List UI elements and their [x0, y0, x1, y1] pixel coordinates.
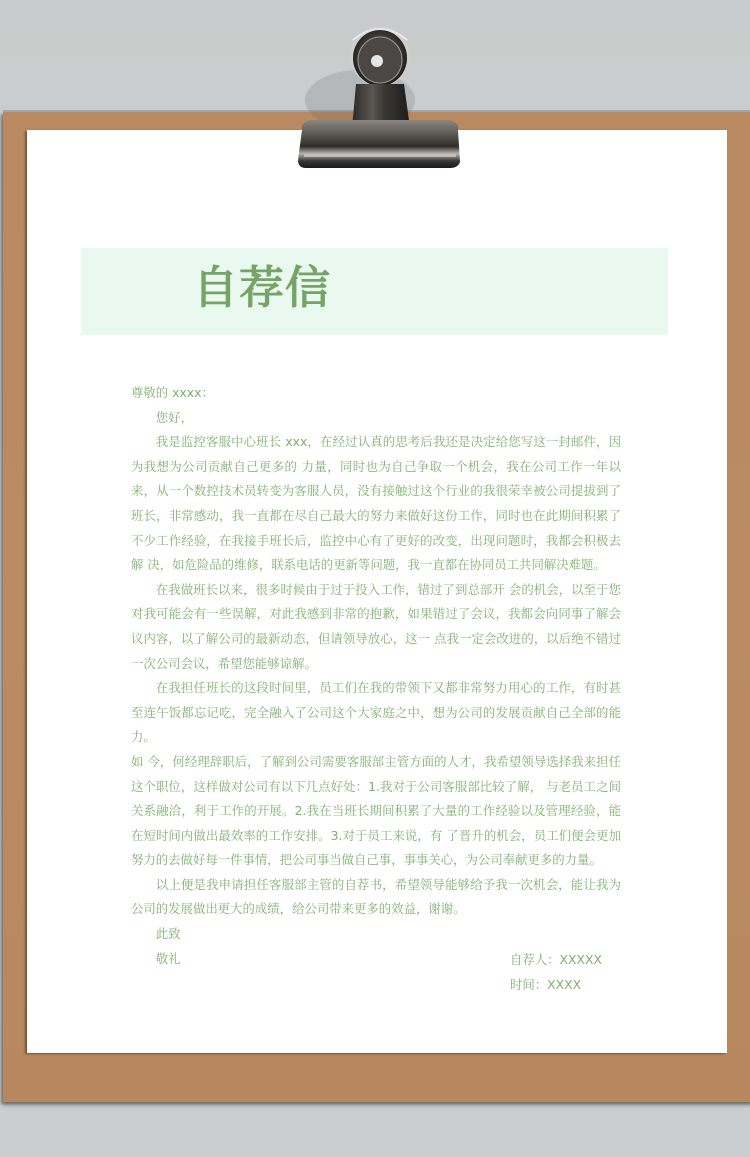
closing-2: 敬礼 [155, 950, 181, 966]
document-title: 自荐信 [193, 261, 332, 314]
signer: 自荐人：XXXXX [510, 952, 603, 967]
date: 时间：XXXX [510, 977, 582, 992]
paragraph-5: 以上便是我申请担任客服部主管的自荐书，希望领导能够给予我一次机会，能让我为公司的发展做出更大的成绩，给公司带来更多的效益，谢谢。 [131, 876, 621, 917]
paragraph-1: 我是监控客服中心班长 xxx，在经过认真的思考后我还是决定给您写这一封邮件，因为我想为公司贡献自己更多的 力量，同时也为自己争取一个机会，我在公司工作一年以来，从一个数控技术员转变为客服人员，没有接触过这个行业的我很荣幸被公司提拔到了班长，非常感动，我一直都在尽自己最大的努力来做好这份工作，同时也在此期间积累了不少工作经验，在我接手班长后，监控中心有了更好的改变，出现问题时，我都会积极去解 决，如危险品的维修，联系电话的更新等问题，我一直都在协同员工共同解决难题。 [131, 434, 621, 573]
paragraph-3: 在我担任班长的这段时间里，员工们在我的带领下又都非常努力用心的工作，有时甚至连午饭都忘记吃，完全融入了公司这个大家庭之中，想为公司的发展贡献自己全部的能力。 [131, 680, 621, 745]
paragraph-2: 在我做班长以来，很多时候由于过于投入工作，错过了到总部开 会的机会，以至于您对我可能会有一些误解，对此我感到非常的抱歉，如果错过了会议，我都会向同事了解会议内容，以了解公司的最新动态，但请领导放心，这一 点我一定会改进的，以后绝不错过一次公司会议，希望您能够谅解。 [131, 581, 621, 671]
letter-body [131, 381, 621, 971]
paragraph-4: 如 今，何经理辞职后，了解到公司需要客服部主管方面的人才，我希望领导选择我来担任这个职位，这样做对公司有以下几点好处：1.我对于公司客服部比较了解， 与老员工之间关系融洽，利于工作的开展。2.我在当班长期间积累了大量的工作经验以及管理经验，能在短时间内做出最效率的工作安排。3.对于员工来说，有 了晋升的机会，员工们便会更加努力的去做好每一件事情，把公司事当做自己事，事事关心，为公司奉献更多的力量。 [131, 753, 621, 868]
salutation: 尊敬的 xxxx： [131, 385, 214, 400]
greeting: 您好， [155, 409, 193, 425]
title-band [81, 248, 668, 335]
closing-1: 此致 [155, 926, 181, 942]
